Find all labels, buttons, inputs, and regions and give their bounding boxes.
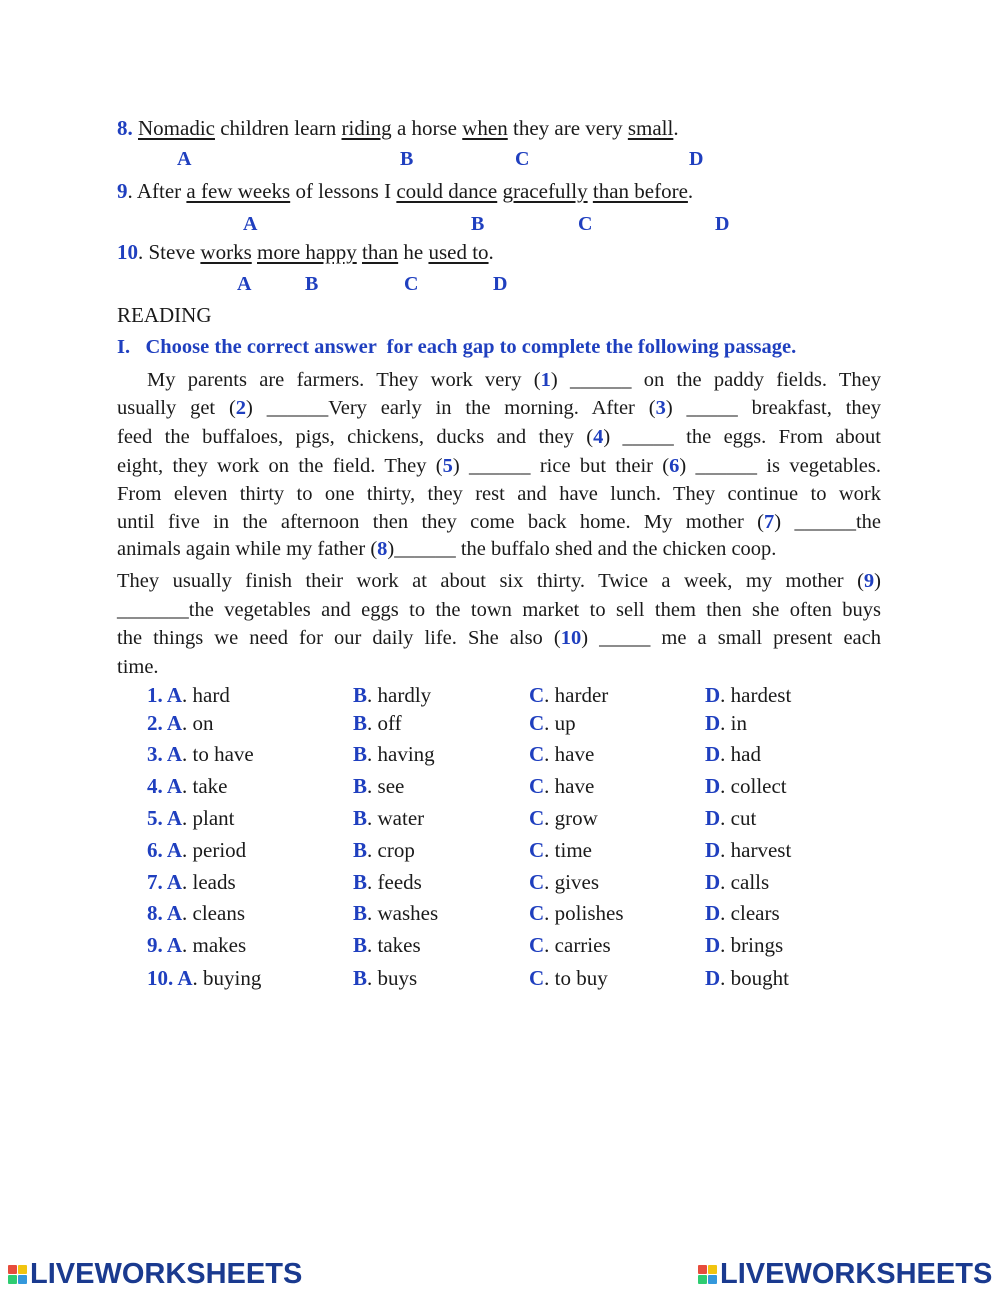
answer-option-d[interactable]: [705, 711, 747, 736]
underlined-option-d: used to: [428, 240, 489, 264]
gap-number: 2: [235, 397, 247, 419]
option-key: B: [353, 933, 368, 957]
option-key: C: [529, 683, 545, 707]
option-text: . off: [367, 711, 402, 735]
option-letter-c: C: [578, 213, 593, 235]
answer-option-b[interactable]: [353, 742, 435, 767]
passage-line: the things we need for our daily life. She also (10) _____ me a small present each: [117, 627, 881, 649]
logo-text: LIVEWORKSHEETS: [30, 1257, 303, 1290]
answer-option-c[interactable]: [529, 870, 599, 895]
answer-option-c[interactable]: [529, 742, 594, 767]
option-text: . polishes: [544, 901, 624, 925]
option-text: . grow: [544, 806, 598, 830]
answer-option-d[interactable]: [705, 870, 769, 895]
answer-option-a[interactable]: [147, 933, 246, 958]
answer-option-d[interactable]: [705, 683, 791, 708]
gap-number: 1: [540, 369, 551, 391]
option-text: . had: [720, 742, 761, 766]
option-letter-b: B: [400, 148, 414, 170]
option-key: C: [529, 966, 545, 990]
option-text: . have: [544, 742, 595, 766]
question-number: 10: [117, 240, 138, 264]
option-text: . gives: [544, 870, 599, 894]
passage-line: They usually finish their work at about six thirty. Twice a week, my mother (9): [117, 570, 881, 592]
gap-number: 8: [377, 538, 388, 560]
option-letter-c: C: [404, 273, 419, 295]
option-key: D: [705, 806, 721, 830]
option-letter-d: D: [715, 213, 730, 235]
option-text: . makes: [182, 933, 247, 957]
liveworksheets-logo-icon: [8, 1265, 27, 1284]
passage-line: My parents are farmers. They work very (1) ______ on the paddy fields. They: [147, 369, 882, 391]
option-key: C: [529, 901, 545, 925]
answer-option-a[interactable]: [147, 870, 236, 895]
passage-line: until five in the afternoon then they come back home. My mother (7) ______the: [117, 511, 881, 533]
underlined-option-c: than: [361, 240, 399, 264]
gap-number: 5: [442, 455, 453, 477]
passage-line: eight, they work on the field. They (5) ______ rice but their (6) ______ is vegetables.: [117, 455, 882, 477]
option-text: . plant: [182, 806, 235, 830]
option-key: C: [529, 838, 545, 862]
option-text: . hardly: [367, 683, 432, 707]
option-key: 3. A: [147, 742, 183, 766]
underlined-option-a: works: [200, 240, 252, 264]
gap-number: 4: [593, 426, 604, 448]
answer-option-a[interactable]: [147, 901, 245, 926]
underlined-option-a: a few weeks: [186, 179, 291, 203]
option-key: D: [705, 774, 721, 798]
option-text: . on: [182, 711, 214, 735]
option-key: D: [705, 683, 721, 707]
answer-option-a[interactable]: [147, 711, 214, 736]
option-key: B: [353, 901, 368, 925]
option-letter-b: B: [471, 213, 485, 235]
option-key: B: [353, 838, 368, 862]
option-text: . to buy: [544, 966, 608, 990]
answer-option-a[interactable]: [147, 683, 230, 708]
option-key: B: [353, 711, 368, 735]
underlined-option-a: Nomadic: [138, 116, 215, 140]
option-text: . have: [544, 774, 595, 798]
question-number: 8.: [117, 116, 133, 140]
liveworksheets-logo-icon: [698, 1265, 717, 1284]
answer-option-b[interactable]: [353, 838, 415, 863]
gap-number: 3: [655, 397, 666, 419]
answer-option-a[interactable]: [147, 774, 228, 799]
gap-number: 9: [863, 570, 875, 592]
option-text: . see: [367, 774, 405, 798]
answer-option-c[interactable]: [529, 838, 592, 863]
option-letter-a: A: [237, 273, 252, 295]
option-text: . hardest: [720, 683, 792, 707]
answer-option-a[interactable]: [147, 966, 261, 991]
option-key: C: [529, 774, 545, 798]
option-key: C: [529, 806, 545, 830]
option-text: . calls: [720, 870, 770, 894]
option-key: 10. A: [147, 966, 193, 990]
option-key: B: [353, 774, 368, 798]
option-key: D: [705, 933, 721, 957]
option-key: D: [705, 901, 721, 925]
option-text: . having: [367, 742, 435, 766]
option-text: . cut: [720, 806, 757, 830]
answer-option-c[interactable]: [529, 806, 598, 831]
answer-option-b[interactable]: [353, 933, 421, 958]
question-9: 9. After a few weeks of lessons I could dance gracefully than before.: [117, 179, 694, 203]
gap-number: 10: [560, 627, 582, 649]
option-text: . crop: [367, 838, 415, 862]
answer-option-c[interactable]: [529, 711, 576, 736]
option-key: 2. A: [147, 711, 183, 735]
option-key: D: [705, 966, 721, 990]
option-text: . water: [367, 806, 425, 830]
answer-option-a[interactable]: [147, 742, 254, 767]
answer-option-b[interactable]: [353, 774, 404, 799]
option-text: . up: [544, 711, 576, 735]
option-key: C: [529, 711, 545, 735]
option-key: 8. A: [147, 901, 183, 925]
logo-text: LIVEWORKSHEETS: [720, 1257, 993, 1290]
underlined-option-b: riding: [341, 116, 392, 140]
option-letter-b: B: [305, 273, 319, 295]
answer-option-b[interactable]: [353, 806, 424, 831]
option-text: . harder: [544, 683, 609, 707]
answer-option-c[interactable]: [529, 683, 608, 708]
answer-option-b[interactable]: [353, 870, 422, 895]
option-text: . leads: [182, 870, 236, 894]
option-text: . brings: [720, 933, 784, 957]
option-key: C: [529, 742, 545, 766]
question-10: 10. Steve works more happy than he used to.: [117, 240, 494, 264]
option-key: 9. A: [147, 933, 183, 957]
passage-line: feed the buffaloes, pigs, chickens, ducks and they (4) _____ the eggs. From about: [117, 426, 881, 448]
option-key: 6. A: [147, 838, 183, 862]
option-key: C: [529, 933, 545, 957]
answer-option-b[interactable]: [353, 683, 431, 708]
option-text: . cleans: [182, 901, 245, 925]
task-heading: I. Choose the correct answer for each gap to complete the following passage.: [117, 336, 797, 358]
answer-option-d[interactable]: [705, 933, 783, 958]
underlined-option-b: could dance: [396, 179, 498, 203]
answer-option-a[interactable]: [147, 806, 235, 831]
answer-option-d[interactable]: [705, 806, 756, 831]
footer-logo-right: [698, 1256, 992, 1292]
answer-option-d[interactable]: [705, 838, 791, 863]
option-letter-a: A: [243, 213, 258, 235]
option-text: . in: [720, 711, 748, 735]
option-letter-c: C: [515, 148, 530, 170]
option-key: D: [705, 742, 721, 766]
passage-line: _______the vegetables and eggs to the town market to sell them then she often buys: [117, 599, 881, 621]
option-key: B: [353, 870, 368, 894]
option-text: . clears: [720, 901, 780, 925]
underlined-option-c: gracefully: [502, 179, 588, 203]
answer-option-d[interactable]: [705, 742, 761, 767]
passage-line: animals again while my father (8)______ the buffalo shed and the chicken coop.: [117, 538, 777, 560]
passage-line: From eleven thirty to one thirty, they rest and have lunch. They continue to work: [117, 483, 881, 505]
option-text: . period: [182, 838, 247, 862]
option-text: . washes: [367, 901, 439, 925]
option-text: . carries: [544, 933, 611, 957]
option-text: . time: [544, 838, 592, 862]
passage-line: time.: [117, 656, 159, 678]
option-key: B: [353, 742, 368, 766]
footer-logo-left: [8, 1256, 302, 1292]
option-key: D: [705, 711, 721, 735]
option-key: B: [353, 966, 368, 990]
option-text: . buying: [192, 966, 262, 990]
answer-option-c[interactable]: [529, 966, 608, 991]
underlined-option-c: when: [462, 116, 508, 140]
option-text: . feeds: [367, 870, 422, 894]
gap-number: 7: [764, 511, 775, 533]
option-text: . take: [182, 774, 228, 798]
option-key: D: [705, 838, 721, 862]
option-key: C: [529, 870, 545, 894]
question-8: 8. Nomadic children learn riding a horse when they are very small.: [117, 116, 679, 140]
answer-option-c[interactable]: [529, 901, 624, 926]
option-text: . buys: [367, 966, 418, 990]
option-key: D: [705, 870, 721, 894]
option-text: . to have: [182, 742, 254, 766]
answer-option-d[interactable]: [705, 774, 787, 799]
answer-option-c[interactable]: [529, 933, 611, 958]
underlined-option-d: small: [627, 116, 674, 140]
option-letter-a: A: [177, 148, 192, 170]
option-text: . bought: [720, 966, 790, 990]
option-key: 5. A: [147, 806, 183, 830]
option-key: B: [353, 806, 368, 830]
answer-option-b[interactable]: [353, 966, 417, 991]
answer-option-b[interactable]: [353, 711, 402, 736]
option-key: 7. A: [147, 870, 183, 894]
option-key: 4. A: [147, 774, 183, 798]
option-letter-d: D: [689, 148, 704, 170]
section-heading: READING: [117, 303, 212, 327]
passage-line: usually get (2) ______Very early in the morning. After (3) _____ breakfast, they: [117, 397, 881, 419]
question-number: 9: [117, 179, 128, 203]
option-text: . takes: [367, 933, 421, 957]
option-text: . collect: [720, 774, 787, 798]
option-text: . hard: [182, 683, 230, 707]
gap-number: 6: [669, 455, 680, 477]
answer-option-d[interactable]: [705, 966, 789, 991]
option-key: 1. A: [147, 683, 183, 707]
answer-option-d[interactable]: [705, 901, 780, 926]
option-letter-d: D: [493, 273, 508, 295]
option-key: B: [353, 683, 368, 707]
answer-option-b[interactable]: [353, 901, 438, 926]
answer-option-a[interactable]: [147, 838, 246, 863]
answer-option-c[interactable]: [529, 774, 594, 799]
option-text: . harvest: [720, 838, 792, 862]
underlined-option-b: more happy: [257, 240, 357, 264]
underlined-option-d: than before: [592, 179, 688, 203]
